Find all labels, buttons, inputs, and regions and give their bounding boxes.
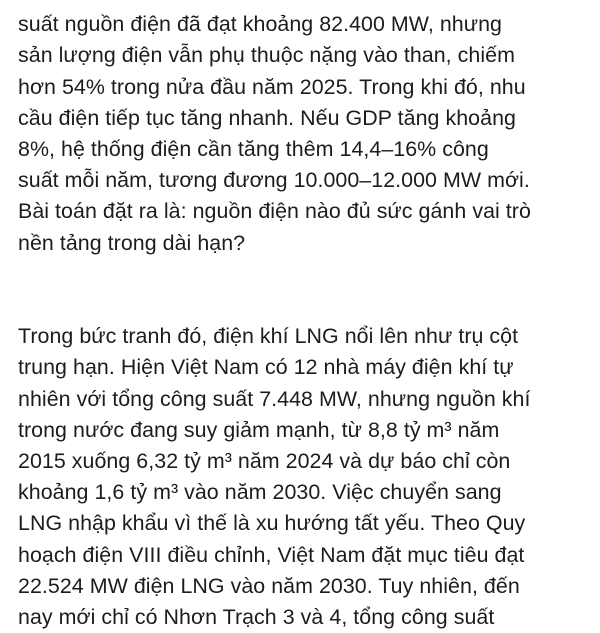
text-line: sản lượng điện vẫn phụ thuộc nặng vào than, chiếm — [18, 43, 515, 68]
text-line: trong nước đang suy giảm mạnh, từ 8,8 tỷ m³ năm — [18, 417, 500, 442]
text-line: nhiên với tổng công suất 7.448 MW, nhưng nguồn khí — [18, 386, 531, 411]
text-line: 2015 xuống 6,32 tỷ m³ năm 2024 và dự báo chỉ còn — [18, 449, 511, 474]
text-line: suất nguồn điện đã đạt khoảng 82.400 MW, nhưng — [18, 12, 503, 37]
text-line: 22.524 MW điện LNG vào năm 2030. Tuy nhiên, đến — [18, 573, 520, 598]
text-line: Trong bức tranh đó, điện khí LNG nổi lên như trụ cột — [18, 324, 519, 349]
text-line: 8%, hệ thống điện cần tăng thêm 14,4–16% công — [18, 137, 489, 162]
text-line: hoạch điện VIII điều chỉnh, Việt Nam đặt mục tiêu đạt — [18, 542, 525, 567]
text-line: LNG nhập khẩu vì thế là xu hướng tất yếu. Theo Quy — [18, 511, 526, 536]
text-line: trung hạn. Hiện Việt Nam có 12 nhà máy điện khí tự — [18, 355, 514, 380]
text-line: cầu điện tiếp tục tăng nhanh. Nếu GDP tăng khoảng — [18, 105, 516, 130]
paragraph-spacer — [18, 259, 598, 321]
paragraph-lng — [18, 321, 598, 633]
text-line: nền tảng trong dài hạn? — [18, 230, 246, 255]
text-line: khoảng 1,6 tỷ m³ vào năm 2030. Việc chuyển sang — [18, 480, 502, 505]
paragraph-power-supply — [18, 0, 598, 259]
text-line: hơn 54% trong nửa đầu năm 2025. Trong khi đó, nhu — [18, 74, 526, 99]
text-line: Bài toán đặt ra là: nguồn điện nào đủ sức gánh vai trò — [18, 199, 531, 224]
text-line: suất mỗi năm, tương đương 10.000–12.000 MW mới. — [18, 168, 530, 193]
post-body — [18, 0, 598, 633]
text-line: nay mới chỉ có Nhơn Trạch 3 và 4, tổng công suất — [18, 605, 495, 630]
